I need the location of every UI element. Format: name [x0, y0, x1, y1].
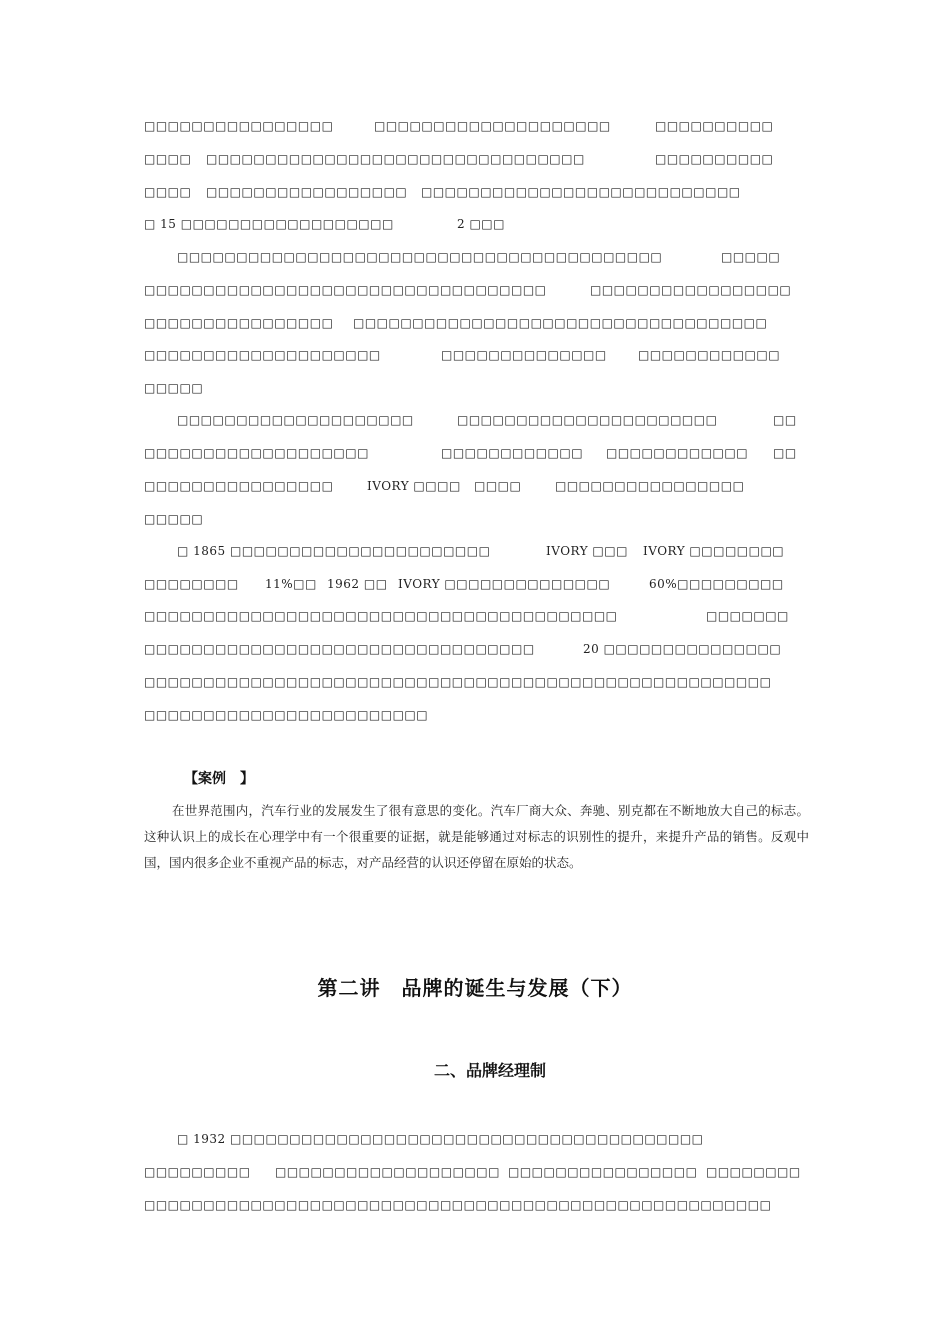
text-segment: □□□□□□□□□□□□□□□□□□□□□□□□□□□□□□□□□□□ — [353, 316, 768, 330]
text-segment: □□□□□□□□□□□□□□□□□□□ — [275, 1165, 500, 1179]
text-segment: □□□□□□□□□□□□□□□□ — [144, 119, 334, 133]
text-segment: □□□□□□□□□□□□□□□□□□□□□□□□ — [144, 708, 429, 722]
text-segment: □□□□□□□□□□□□□□□□□□□□□□□ — [390, 250, 663, 264]
text-segment: □□□□□□□□□□□□□□□□ — [555, 479, 745, 493]
text-segment: □□□□□□□□□□□□□□□□□□□□□□□□□□□□□□□□□ — [144, 642, 535, 656]
text-segment: 1962 □□ — [327, 577, 388, 591]
text-segment: □ 15 □□□□□□□□□□□□□□□□□□ — [144, 217, 394, 231]
text-segment: □□□□□□□□□□□□□□□□□□□ — [144, 446, 369, 460]
text-segment: □ 1865 □□□□□□□□□□□□□□□□□□□□□□ — [177, 544, 491, 558]
text-segment: □□□□□□□□□□□□□□□□□□□□□□□□□□□□□□□□□□ — [144, 283, 547, 297]
text-segment: □□□□□□□□□□ — [655, 152, 774, 166]
text-segment: □□□□□□□□□□□□□□□□□□□□ — [144, 348, 381, 362]
text-segment: IVORY □□□ — [546, 544, 628, 558]
text-segment: □□□□□ — [721, 250, 781, 264]
text-segment: □□□□□□□□□□□□□□□□ — [144, 316, 334, 330]
text-segment: □□□□□□□□□□□□ — [606, 446, 749, 460]
text-segment: □□□□ — [144, 152, 192, 166]
section-title: 二、品牌经理制 — [433, 1061, 546, 1080]
text-segment: □□□□□□□□□□□□□□□□□□ — [177, 250, 391, 264]
text-segment: □□ — [773, 413, 797, 427]
text-segment: □□□□□□□□□□□□□□ — [441, 348, 607, 362]
lecture-title: 第二讲 品牌的诞生与发展（下） — [317, 976, 633, 1000]
case-body — [144, 798, 809, 876]
text-segment: □□□□□□□□□□□□ — [441, 446, 584, 460]
text-segment: 60%□□□□□□□□□ — [649, 577, 784, 591]
case-heading: 【案例 】 — [184, 771, 254, 787]
text-segment: □□□□□□□□□□□□□□□□□□□□ — [374, 119, 611, 133]
text-segment: □□□□□□□□ — [144, 577, 239, 591]
text-segment: 2 □□□ — [457, 217, 505, 231]
text-segment: □□□□□□□□□□□□□□□□□□□□□□□□□□□□□□□□□□□□□□□□ — [144, 609, 618, 623]
text-segment: □□□□□□□□□□□□□□□□□□□□ — [177, 413, 414, 427]
text-segment: □□□□□ — [144, 381, 204, 395]
text-segment: □□□□□□□□□□□□□□□□□□□□□□ — [457, 413, 718, 427]
case-paragraph: 在世界范围内，汽车行业的发展发生了很有意思的变化。汽车厂商大众、奔驰、别克都在不断地放大自己的标志。这种认识上的成长在心理学中有一个很重要的证据，就是能够通过对标志的识别性的提升，来提升产品的销售。反观中国，国内很多企业不重视产品的标志，对产品经营的认识还停留在原始的状态。 — [144, 803, 809, 870]
text-segment: □□□□□□□□□□□□□□□□□□□□□□□□□□□□□□□□□□□□□□□□□□□□□□□□□□□□□ — [144, 675, 772, 689]
text-segment: □□□□□□□□□□□□□□□□ — [508, 1165, 698, 1179]
text-segment: □□□□□□□□□□□□□□□□□□□□□□□□□□□□□□□□ — [206, 152, 585, 166]
text-segment: □□□□□□□□□ — [144, 1165, 251, 1179]
text-segment: □□□□□□□□□□□□□□□□□ — [590, 283, 792, 297]
text-segment: □□□□□□□ — [706, 609, 789, 623]
text-segment: 11%□□ — [265, 577, 317, 591]
text-segment: IVORY □□□□□□□□ — [643, 544, 785, 558]
text-segment: □□□□□ — [144, 512, 204, 526]
text-segment: □□□□ — [474, 479, 522, 493]
text-segment: □□□□□□□□□□□□□□□□□□□□□□□□□□□ — [421, 185, 741, 199]
text-segment: □□□□□□□□□□□□□□□□□ — [206, 185, 408, 199]
text-segment: 20 □□□□□□□□□□□□□□□ — [583, 642, 782, 656]
text-segment: □ 1932 □□□□□□□□□□□□□□□□□□□□□□□□□□□□□□□□□□□□□□□□ — [177, 1132, 704, 1146]
text-segment: □□ — [773, 446, 797, 460]
text-segment: IVORY □□□□□□□□□□□□□□ — [398, 577, 611, 591]
text-segment: IVORY □□□□ — [367, 479, 461, 493]
text-segment: □□□□□□□□□□□□□□□□□□□□□□□□□□□□□□□□□□□□□□□□□□□□□□□□□□□□□ — [144, 1198, 772, 1212]
text-segment: □□□□□□□□□□□□□□□□ — [144, 479, 334, 493]
text-segment: □□□□□□□□□□ — [655, 119, 774, 133]
text-segment: □□□□□□□□ — [706, 1165, 801, 1179]
text-segment: □□□□ — [144, 185, 192, 199]
text-segment: □□□□□□□□□□□□ — [638, 348, 781, 362]
